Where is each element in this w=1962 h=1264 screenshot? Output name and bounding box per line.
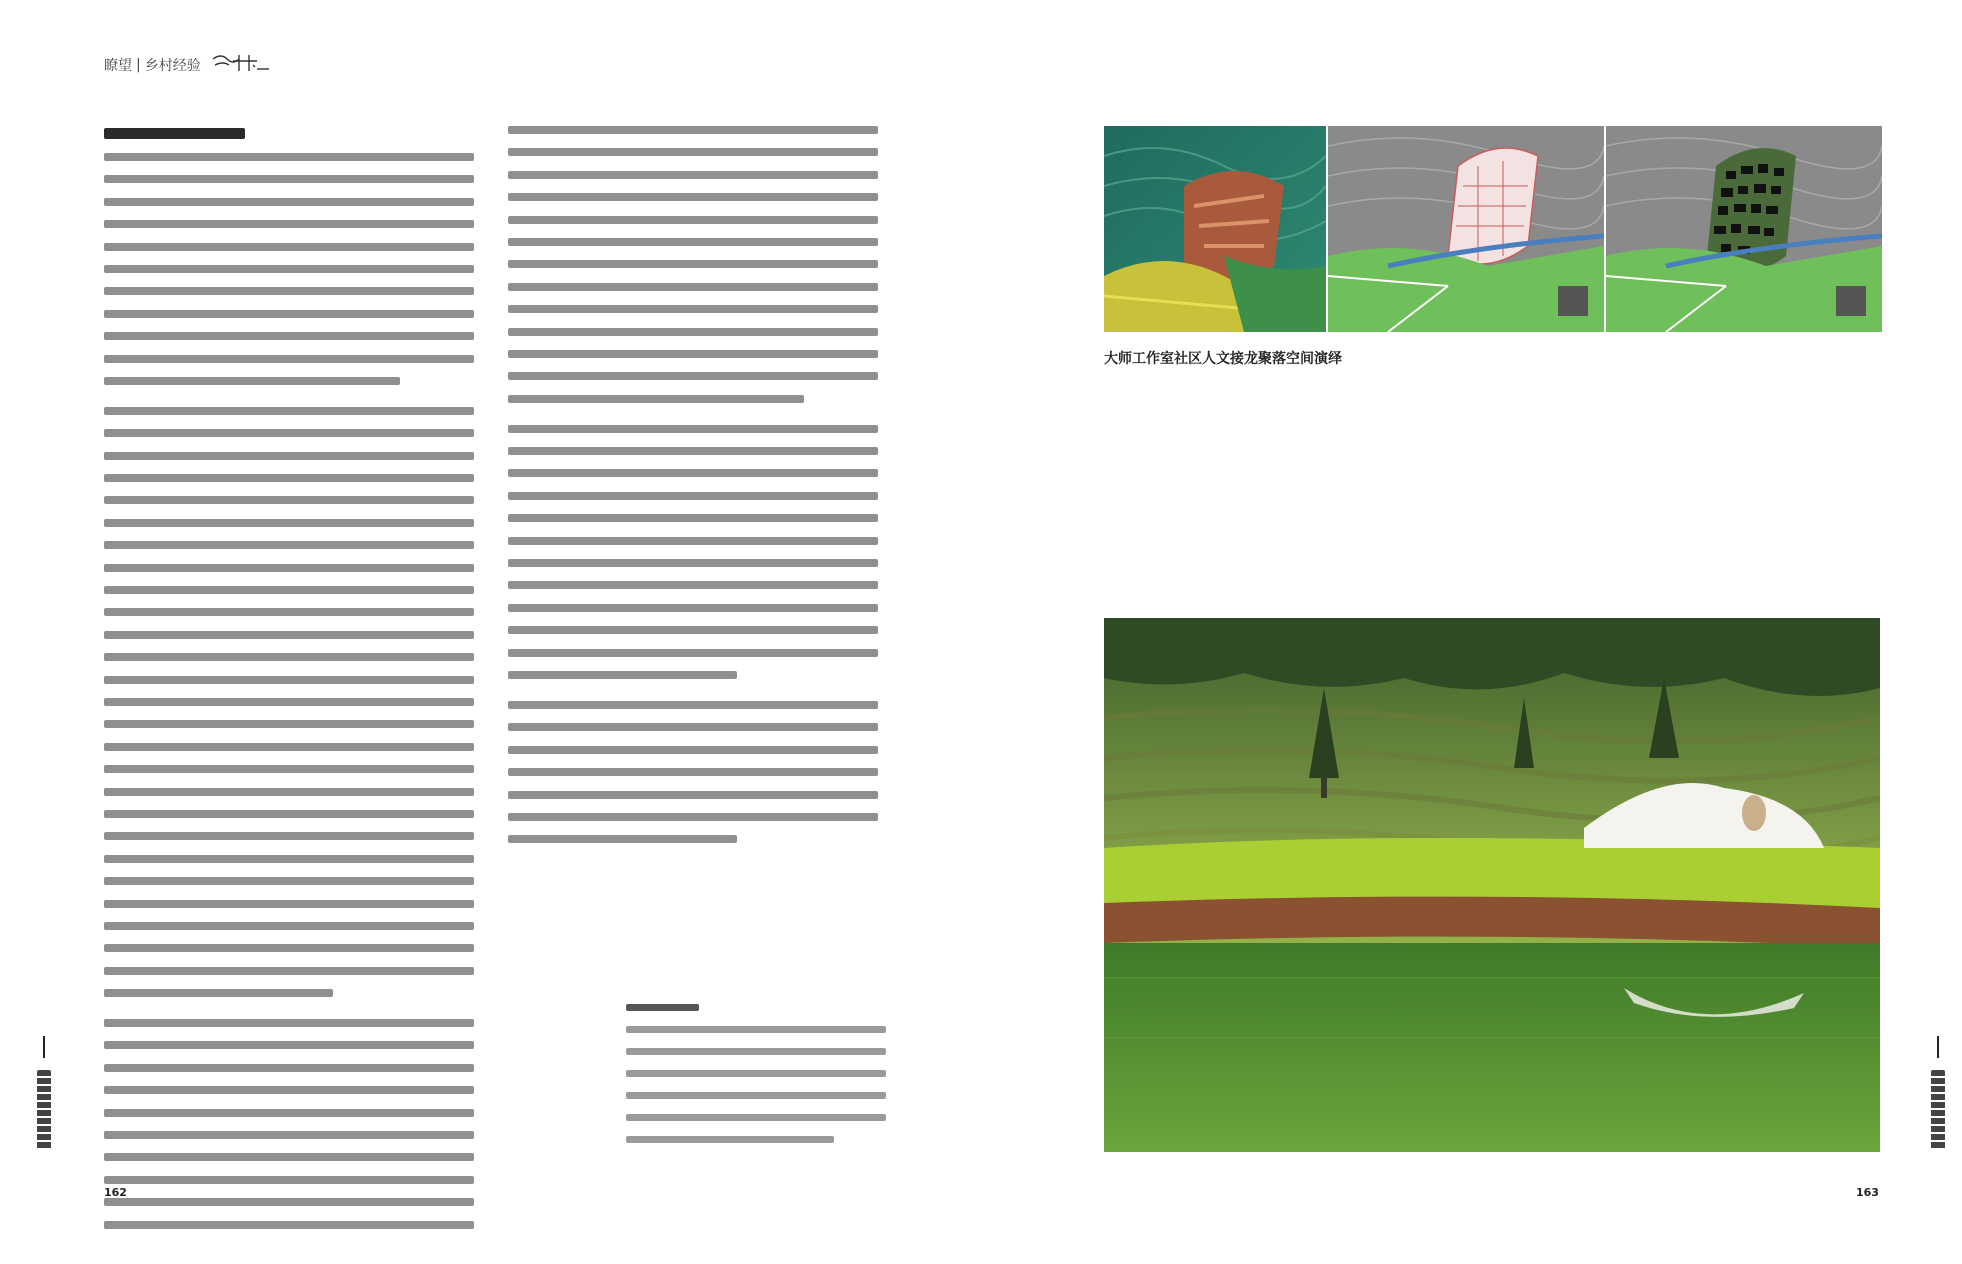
- side-rule-right: [1937, 1036, 1939, 1058]
- figure-caption: 大师工作室社区人文接龙聚落空间演绎: [1104, 351, 1342, 367]
- header-divider: |: [136, 57, 141, 73]
- site-plan-massing: [1606, 126, 1882, 332]
- cun-logo-icon: [209, 51, 271, 79]
- paragraph: [104, 153, 474, 385]
- paragraph: [508, 701, 878, 843]
- side-vertical-label-right: [1931, 1070, 1945, 1150]
- paragraph: [508, 126, 878, 403]
- landscape-photo: [1104, 618, 1880, 1152]
- site-plan-outline: [1328, 126, 1604, 332]
- paragraph: [104, 407, 474, 997]
- paragraph: [508, 425, 878, 679]
- section-heading: [104, 128, 245, 139]
- left-column-1: [104, 128, 474, 1251]
- page-number-left: 162: [104, 1186, 127, 1199]
- running-header: [104, 50, 304, 80]
- side-vertical-label: [37, 1070, 51, 1150]
- side-rule: [43, 1036, 45, 1058]
- page-number-right: 163: [1856, 1186, 1879, 1199]
- author-notes: [626, 1004, 886, 1158]
- left-column-2: [508, 126, 878, 865]
- aerial-photo: [1104, 126, 1326, 332]
- paragraph: [104, 1019, 474, 1229]
- header-subsection: 乡村经验: [144, 58, 201, 74]
- header-section: 瞭望: [104, 58, 132, 74]
